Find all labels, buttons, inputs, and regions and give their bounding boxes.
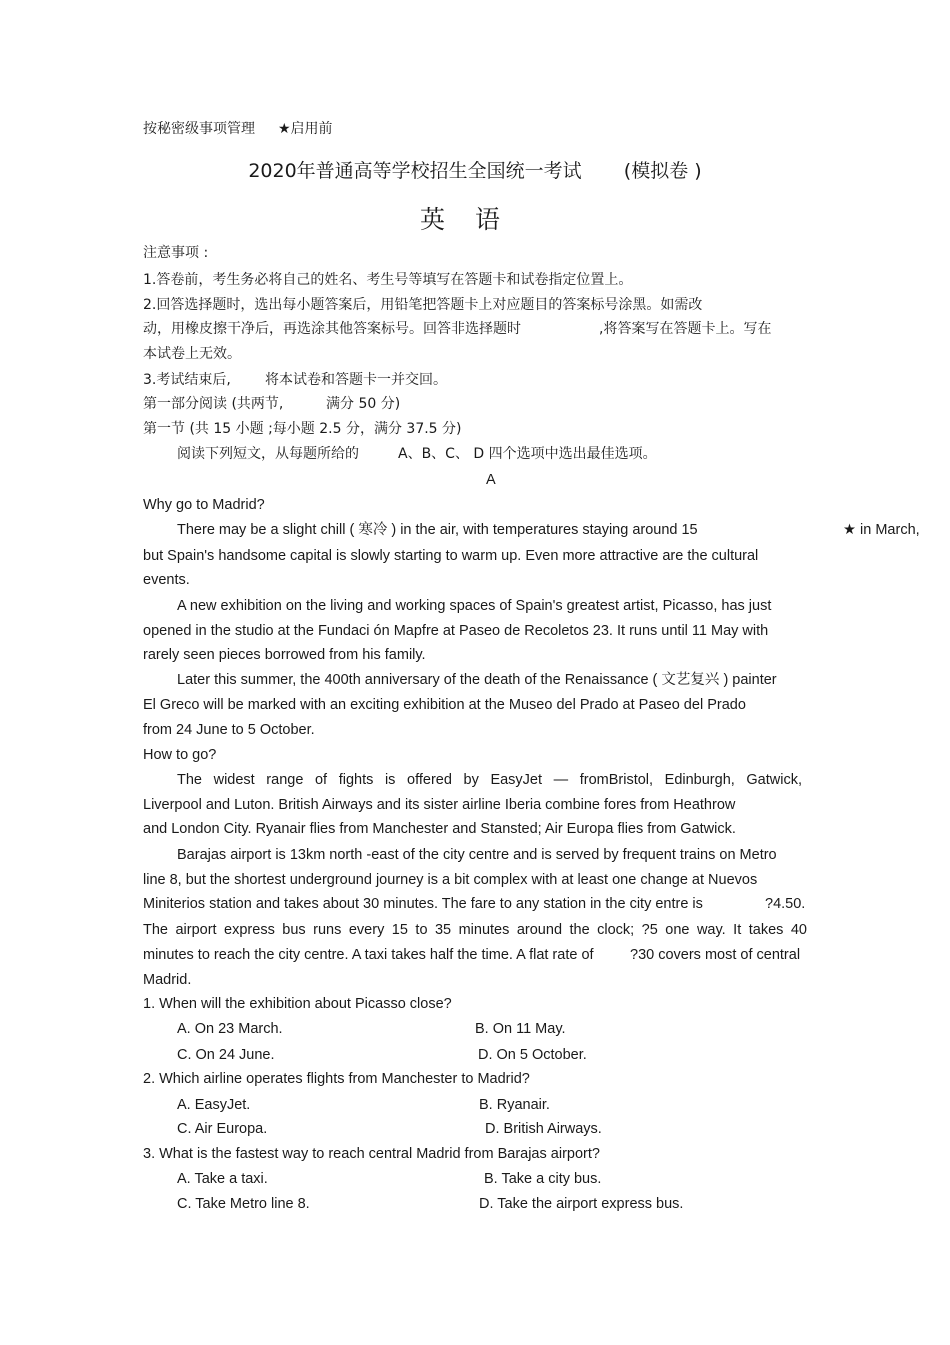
question-3: 3. What is the fastest way to reach central Madrid from Barajas airport? <box>143 1146 600 1162</box>
q3-option-c: C. Take Metro line 8. <box>177 1196 310 1212</box>
paragraph-3b: El Greco will be marked with an exciting exhibition at the Museo del Prado at Paseo del Prado <box>143 697 746 713</box>
q3-option-b: B. Take a city bus. <box>484 1171 602 1187</box>
q3-option-d: D. Take the airport express bus. <box>479 1196 684 1212</box>
paragraph-2b: opened in the studio at the Fundaci ón Mapfre at Paseo de Recoletos 23. It runs until 11 May with <box>143 623 769 639</box>
instruction-a: 阅读下列短文，从每题所给的 <box>177 446 359 462</box>
notes-heading: 注意事项 : <box>143 245 209 261</box>
q1-option-a: A. On 23 March. <box>177 1021 283 1037</box>
q2-option-a: A. EasyJet. <box>177 1097 251 1113</box>
passage-label: A <box>486 472 496 488</box>
paragraph-4a: The widest range of fights is offered by EasyJet — fromBristol, Edinburgh, Gatwick, <box>177 772 802 788</box>
paragraph-1b: ★ in March, <box>843 522 920 538</box>
paragraph-1d: events. <box>143 572 190 588</box>
instruction-b: A、B、C、 D 四个选项中选出最佳选项。 <box>398 446 657 462</box>
passage-heading-2: How to go? <box>143 747 217 763</box>
note-1: 1.答卷前，考生务必将自己的姓名、考生号等填写在答题卡和试卷指定位置上。 <box>143 272 633 288</box>
note-3b: 将本试卷和答题卡一并交回。 <box>265 372 447 388</box>
question-2: 2. Which airline operates flights from Manchester to Madrid? <box>143 1071 530 1087</box>
paragraph-5c: Miniterios station and takes about 30 minutes. The fare to any station in the city entre is <box>143 896 703 912</box>
passage-heading-1: Why go to Madrid? <box>143 497 265 513</box>
q1-option-d: D. On 5 October. <box>478 1047 587 1063</box>
paragraph-5c-price: ?4.50. <box>765 896 806 912</box>
note-2b: 动，用橡皮擦干净后，再选涂其他答案标号。回答非选择题时 <box>143 321 521 337</box>
paragraph-5b: line 8, but the shortest underground journey is a bit complex with at least one change at Nuevos <box>143 872 758 888</box>
paragraph-1a: There may be a slight chill ( 寒冷 ) in the air, with temperatures staying around 15 <box>177 522 698 538</box>
part-score: 满分 50 分) <box>326 396 401 412</box>
part-title: 第一部分阅读 (共两节, <box>143 396 284 412</box>
exam-title <box>0 156 950 183</box>
exam-title-suffix: (模拟卷 ) <box>623 160 702 182</box>
confidential-label: 按秘密级事项管理 <box>143 121 255 137</box>
paragraph-3a: Later this summer, the 400th anniversary of the death of the Renaissance ( 文艺复兴 ) painter <box>177 672 777 688</box>
note-2a: 2.回答选择题时，选出每小题答案后，用铅笔把答题卡上对应题目的答案标号涂黑。如需改 <box>143 297 703 313</box>
paragraph-2a: A new exhibition on the living and working spaces of Spain's greatest artist, Picasso, has just <box>177 598 772 614</box>
q1-option-b: B. On 11 May. <box>475 1021 566 1037</box>
q1-option-c: C. On 24 June. <box>177 1047 275 1063</box>
subject-title: 英语 <box>419 205 530 234</box>
section-title: 第一节 (共 15 小题 ;每小题 2.5 分，满分 37.5 分) <box>143 421 462 437</box>
q2-option-d: D. British Airways. <box>485 1121 602 1137</box>
paragraph-3c: from 24 June to 5 October. <box>143 722 315 738</box>
question-1: 1. When will the exhibition about Picasso close? <box>143 996 452 1012</box>
exam-title-main: 2020年普通高等学校招生全国统一考试 <box>248 160 582 182</box>
note-3a: 3.考试结束后, <box>143 372 231 388</box>
paragraph-5e-price: ?30 covers most of central <box>630 947 801 963</box>
status-label: ★启用前 <box>278 121 333 137</box>
note-2d: 本试卷上无效。 <box>143 346 241 362</box>
q3-option-a: A. Take a taxi. <box>177 1171 268 1187</box>
paragraph-1c: but Spain's handsome capital is slowly starting to warm up. Even more attractive are the cultural <box>143 548 759 564</box>
paragraph-5f: Madrid. <box>143 972 192 988</box>
note-2c: ,将答案写在答题卡上。写在 <box>599 321 772 337</box>
paragraph-4c: and London City. Ryanair flies from Manchester and Stansted; Air Europa flies from Gatwick. <box>143 821 736 837</box>
q2-option-c: C. Air Europa. <box>177 1121 268 1137</box>
paragraph-4b: Liverpool and Luton. British Airways and its sister airline Iberia combine fores from Heathrow <box>143 797 736 813</box>
paragraph-2c: rarely seen pieces borrowed from his family. <box>143 647 426 663</box>
q2-option-b: B. Ryanair. <box>479 1097 550 1113</box>
paragraph-5d: The airport express bus runs every 15 to 35 minutes around the clock; ?5 one way. It takes 40 <box>143 922 807 938</box>
paragraph-5a: Barajas airport is 13km north -east of the city centre and is served by frequent trains on Metro <box>177 847 777 863</box>
paragraph-5e: minutes to reach the city centre. A taxi takes half the time. A flat rate of <box>143 947 594 963</box>
